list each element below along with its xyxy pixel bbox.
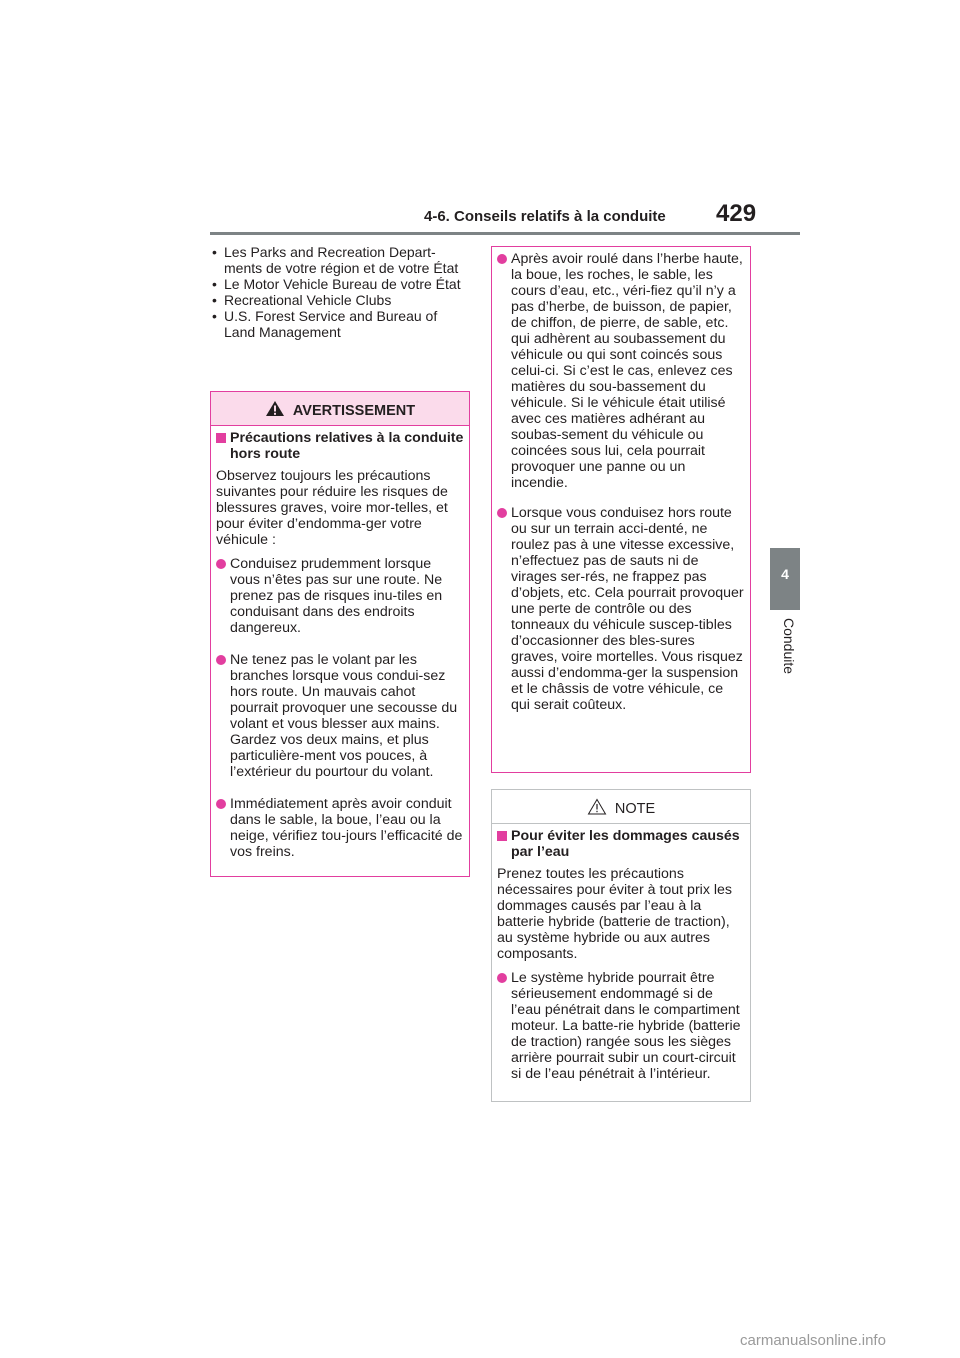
caution-triangle-outline-icon xyxy=(587,798,607,819)
warning-title: AVERTISSEMENT xyxy=(292,402,416,419)
chapter-label: Conduite xyxy=(781,618,797,675)
list-item: Ne tenez pas le volant par les branches lorsque vous condui-sez hors route. Un mauvais cahot pourrait provoquer une secousse du volant et vous blesser aux mains. Gardez vos deux mains, et plus particulière-ment vos pouces, à l’extérieur du pourtour du volant. xyxy=(216,652,464,780)
square-bullet-icon xyxy=(216,433,226,443)
chapter-number: 4 xyxy=(781,566,789,582)
square-bullet-icon xyxy=(497,831,507,841)
circle-bullet-icon xyxy=(216,799,226,809)
warning-header xyxy=(211,392,469,426)
note-intro: Prenez toutes les précautions nécessaires pour éviter à tout prix les dommages causés par l’eau à la batterie hybride (batterie de traction), au système hybride ou aux autres composants. xyxy=(497,866,732,962)
list-item: Le système hybride pourrait être sérieusement endommagé si de l’eau pénétrait dans le compartiment moteur. La batte-rie hybride (batterie de traction) rangée sous les sièges arrière pourrait subir un court-circuit si de l’eau pénétrait à l’intérieur. xyxy=(497,970,745,1082)
warning-continued-box xyxy=(491,246,751,773)
list-item: Après avoir roulé dans l’herbe haute, la boue, les roches, le sable, les cours d’eau, etc., véri-fiez qu’il n’y a pas d’herbe, de buisson, de papier, de chiffon, de pierre, de sable, etc. qui adhèrent au soubassement du véhicule ou qui sont coincés sous celui-ci. Si c’est le cas, enlevez ces matières du sou-bassement du véhicule. Si le véhicule était utilisé avec ces matières adhérant au soubas-sement du véhicule ou coincées sous lui, cela pourrait provoquer une panne ou un incendie. xyxy=(497,251,745,491)
list-item: • Les Parks and Recreation Depart-ments de votre région et de votre État xyxy=(212,244,470,276)
bullet-list xyxy=(212,244,470,340)
list-item: • Le Motor Vehicle Bureau de votre État xyxy=(212,276,470,292)
list-item: • Recreational Vehicle Clubs xyxy=(212,292,470,308)
warning-box xyxy=(210,391,470,877)
header-rule xyxy=(210,232,800,235)
list-item: Lorsque vous conduisez hors route ou sur un terrain acci-denté, ne roulez pas à une vitesse excessive, n’effectuez pas de sauts ni de virages ser-rés, ne frappez pas d’objets, etc. Cela pourrait provoquer une perte de contrôle ou des tonneaux du véhicule suscep-tibles d’occasionner des bles-sures graves, voire mortelles. Vous risquez aussi d’endomma-ger la suspension et le châssis de votre véhicule, ce qui serait coûteux. xyxy=(497,505,745,713)
list-item: Immédiatement après avoir conduit dans le sable, la boue, l’eau ou la neige, vérifiez tou-jours l’efficacité de vos freins. xyxy=(216,796,464,860)
list-item: Conduisez prudemment lorsque vous n’êtes pas sur une route. Ne prenez pas de risques inu-tiles en conduisant dans des endroits dangereux. xyxy=(216,556,464,636)
circle-bullet-icon xyxy=(497,508,507,518)
page-number: 429 xyxy=(716,200,757,227)
circle-bullet-icon xyxy=(216,559,226,569)
circle-bullet-icon xyxy=(497,254,507,264)
note-subheading: Pour éviter les dommages causés par l’eau xyxy=(497,828,745,860)
warning-subheading: Précautions relatives à la conduite hors route xyxy=(216,430,464,462)
warning-intro: Observez toujours les précautions suivantes pour réduire les risques de blessures graves, voire mor-telles, et pour éviter d’endomma-ger votre véhicule : xyxy=(216,468,448,548)
watermark: carmanualsonline.info xyxy=(740,1332,886,1349)
note-box xyxy=(491,789,751,1102)
chapter-tab[interactable] xyxy=(770,548,800,610)
section-title: 4-6. Conseils relatifs à la conduite xyxy=(424,208,666,225)
list-item: • U.S. Forest Service and Bureau of Land Management xyxy=(212,308,470,340)
warning-triangle-icon xyxy=(265,400,285,421)
circle-bullet-icon xyxy=(216,655,226,665)
note-header xyxy=(492,790,750,824)
note-title: NOTE xyxy=(614,800,656,817)
circle-bullet-icon xyxy=(497,973,507,983)
